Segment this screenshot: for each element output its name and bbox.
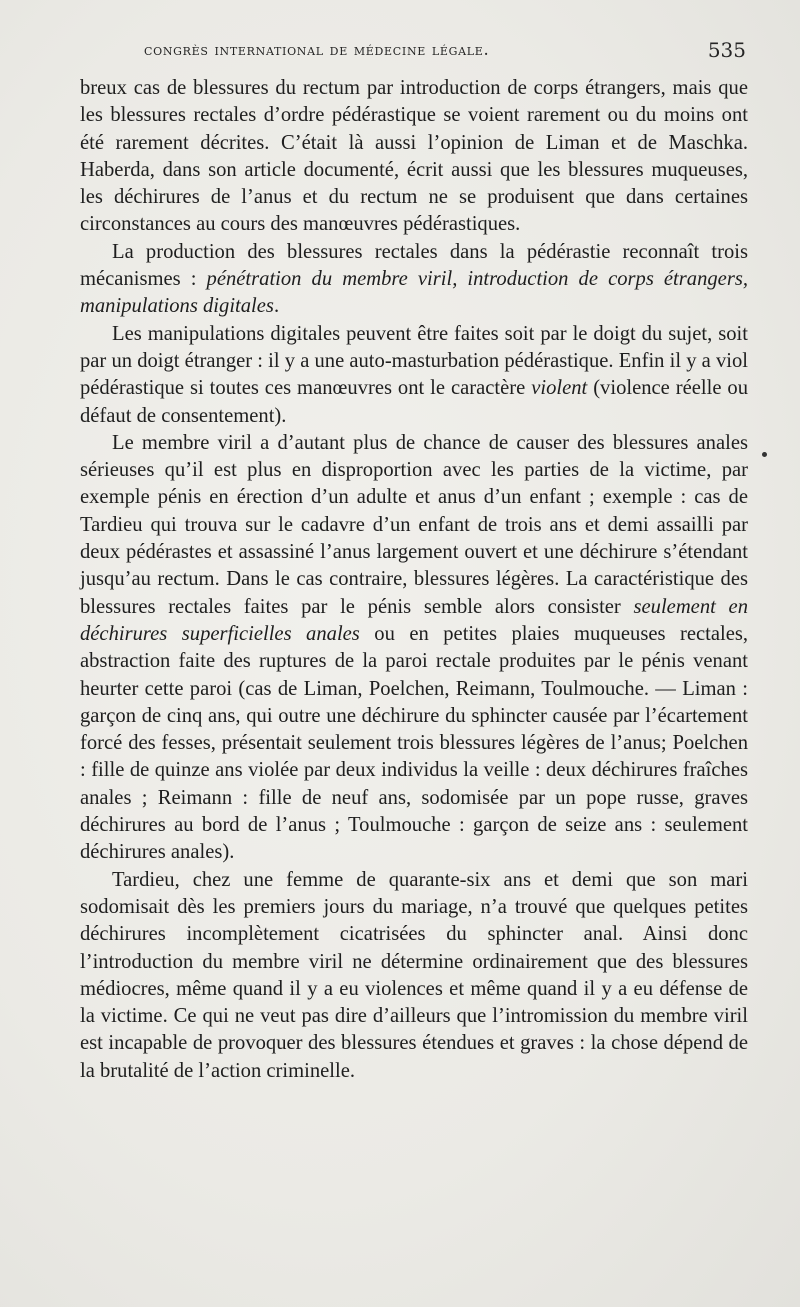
paragraph: [80, 867, 748, 1085]
page-header: [80, 40, 748, 74]
paragraph-text: La production des blessures rectales dans la pédérastie reconnaît trois mécanismes :: [80, 240, 748, 291]
paragraph-text: Tardieu, chez une femme de quarante-six ans et demi que son mari sodomisait dès les premiers jours du mariage, n’a trouvé que quelques petites déchirures incomplètement cicatrisées du sphincter anal. Ainsi donc l’introduction du membre viril ne détermine ordinairement que des blessures médiocres, même quand il y a eu violences et même quand il y a eu défense de la victime. Ce qui ne veut pas dire d’ailleurs que l’intromission du membre viril est incapable de provoquer des blessures étendues et graves : la chose dépend de la brutalité de l’action criminelle.: [80, 868, 748, 1082]
paragraph: [80, 239, 748, 321]
paragraph: [80, 430, 748, 867]
italic-phrase: pénétration du membre viril, introduction de corps étrangers, manipulations digitales: [80, 268, 748, 318]
italic-phrase: seulement en déchirures superficielles anales: [80, 595, 748, 645]
paragraph-text: (violence réelle ou défaut de consentement).: [80, 377, 748, 427]
paragraph-text: ou en petites plaies muqueuses rectales, abstraction faite des ruptures de la paroi rectale produites par le pénis venant heurter cette paroi (cas de Liman, Poelchen, Reimann, Toulmouche. — Liman : garçon de cinq ans, qui outre une déchirure du sphincter causée par l’écartement forcé des fesses, présentait seulement trois blessures légères de l’anus; Poelchen : fille de quinze ans violée par deux individus la veille : deux déchirures fraîches anales ; Reimann : fille de neuf ans, sodomisée par un pope russe, graves déchirures au bord de l’anus ; Toulmouche : garçon de seize ans : seulement déchirures anales).: [80, 622, 748, 864]
body-text: [80, 75, 748, 1085]
paragraph: [80, 75, 748, 239]
page-number: 535: [707, 38, 746, 62]
paragraph: [80, 321, 748, 430]
paragraph-text: Les manipulations digitales peuvent être faites soit par le doigt du sujet, soit par un doigt étranger : il y a une auto-masturbation pédérastique. Enfin il y a viol pédérastique si toutes ces manœuvres ont le caractère: [80, 322, 748, 400]
paragraph-text: .: [273, 295, 280, 318]
italic-phrase: violent: [531, 377, 588, 400]
paragraph-text: Le membre viril a d’autant plus de chance de causer des blessures anales sérieuses qu’il est plus en disproportion avec les parties de la victime, par exemple pénis en érection d’un adulte et anus d’un enfant ; exemple : cas de Tardieu qui trouva sur le cadavre d’un enfant de trois ans et demi assailli par deux pédérastes et assassiné l’anus largement ouvert et une déchirure s’étendant jusqu’au rectum. Dans le cas contraire, blessures légères. La caractéristique des blessures rectales faites par le pénis semble alors consister: [80, 431, 748, 618]
ink-speck: [762, 452, 767, 457]
paragraph-text: breux cas de blessures du rectum par introduction de corps étrangers, mais que les blessures rectales d’ordre pédérastique se voient rarement ou du moins ont été rarement décrites. C’était là aussi l’opinion de Liman et de Maschka. Haberda, dans son article documenté, écrit aussi que les blessures muqueuses, les déchirures de l’anus et du rectum ne se produisent que dans certaines circonstances au cours des manœuvres pédérastiques.: [80, 77, 748, 236]
running-title: congrès international de médecine légale.: [144, 40, 490, 59]
